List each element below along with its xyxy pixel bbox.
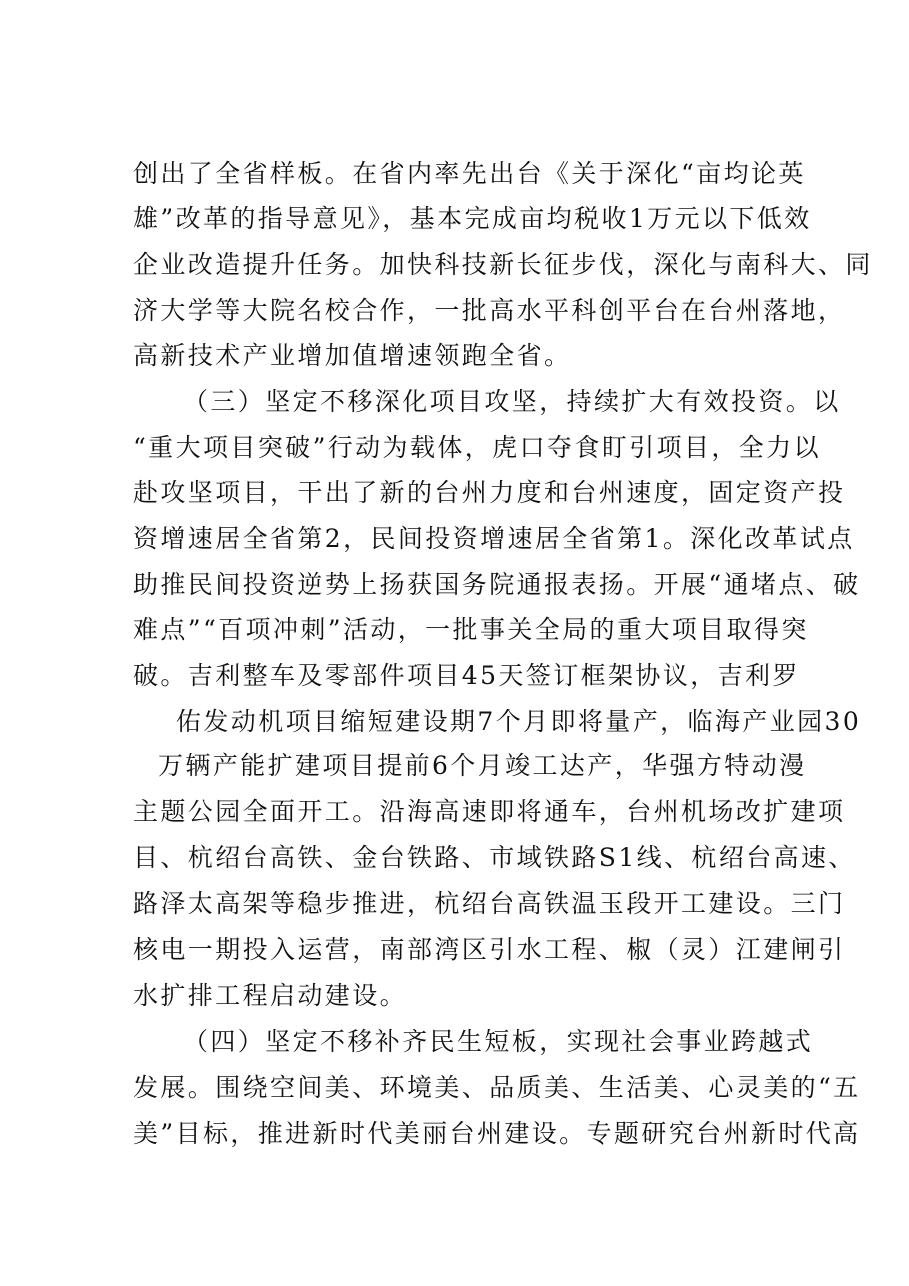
text-line: 破。吉利整车及零部件项目45天签订框架协议，吉利罗 bbox=[133, 661, 800, 690]
text-line: 美”目标，推进新时代美丽台州建设。专题研究台州新时代高 bbox=[133, 1119, 861, 1148]
text-line: 雄”改革的指导意见》，基本完成亩均税收1万元以下低效 bbox=[133, 204, 812, 233]
text-line: 赴攻坚项目，干出了新的台州力度和台州速度，固定资产投 bbox=[133, 478, 846, 507]
text-line: 目、杭绍台高铁、金台铁路、市域铁路S1线、杭绍台高速、 bbox=[133, 843, 856, 872]
text-line: 创出了全省样板。在省内率先出台《关于深化“亩均论英 bbox=[133, 159, 806, 188]
text-line: 主题公园全面开工。沿海高速即将通车，台州机场改扩建项 bbox=[133, 797, 846, 826]
text-line: 佑发动机项目缩短建设期7个月即将量产，临海产业园30 bbox=[176, 707, 862, 736]
text-line: 发展。围绕空间美、环境美、品质美、生活美、心灵美的“五 bbox=[133, 1073, 861, 1102]
text-line: 难点”“百项冲刺”活动，一批事关全局的重大项目取得突 bbox=[133, 615, 809, 644]
text-line: 高新技术产业增加值增速领跑全省。 bbox=[133, 341, 572, 370]
text-line: 核电一期投入运营，南部湾区引水工程、椒（灵）江建闸引 bbox=[133, 935, 846, 964]
section-heading-three: （三）坚定不移深化项目攻坚，持续扩大有效投资。以 bbox=[183, 387, 841, 416]
text-line: 水扩排工程启动建设。 bbox=[133, 981, 408, 1010]
text-line: 企业改造提升任务。加快科技新长征步伐，深化与南科大、同 bbox=[133, 250, 873, 279]
text-line: “重大项目突破”行动为载体，虎口夺食盯引项目，全力以 bbox=[133, 433, 821, 462]
text-line: 资增速居全省第2，民间投资增速居全省第1。深化改革试点 bbox=[133, 524, 855, 553]
text-line: 助推民间投资逆势上扬获国务院通报表扬。开展“通堵点、破 bbox=[133, 570, 861, 599]
text-line: 济大学等大院名校合作，一批高水平科创平台在台州落地， bbox=[133, 296, 846, 325]
text-line: 万辆产能扩建项目提前6个月竣工达产，华强方特动漫 bbox=[158, 751, 807, 780]
section-heading-four: （四）坚定不移补齐民生短板，实现社会事业跨越式 bbox=[183, 1027, 814, 1056]
text-line: 路泽太高架等稳步推进，杭绍台高铁温玉段开工建设。三门 bbox=[133, 889, 846, 918]
